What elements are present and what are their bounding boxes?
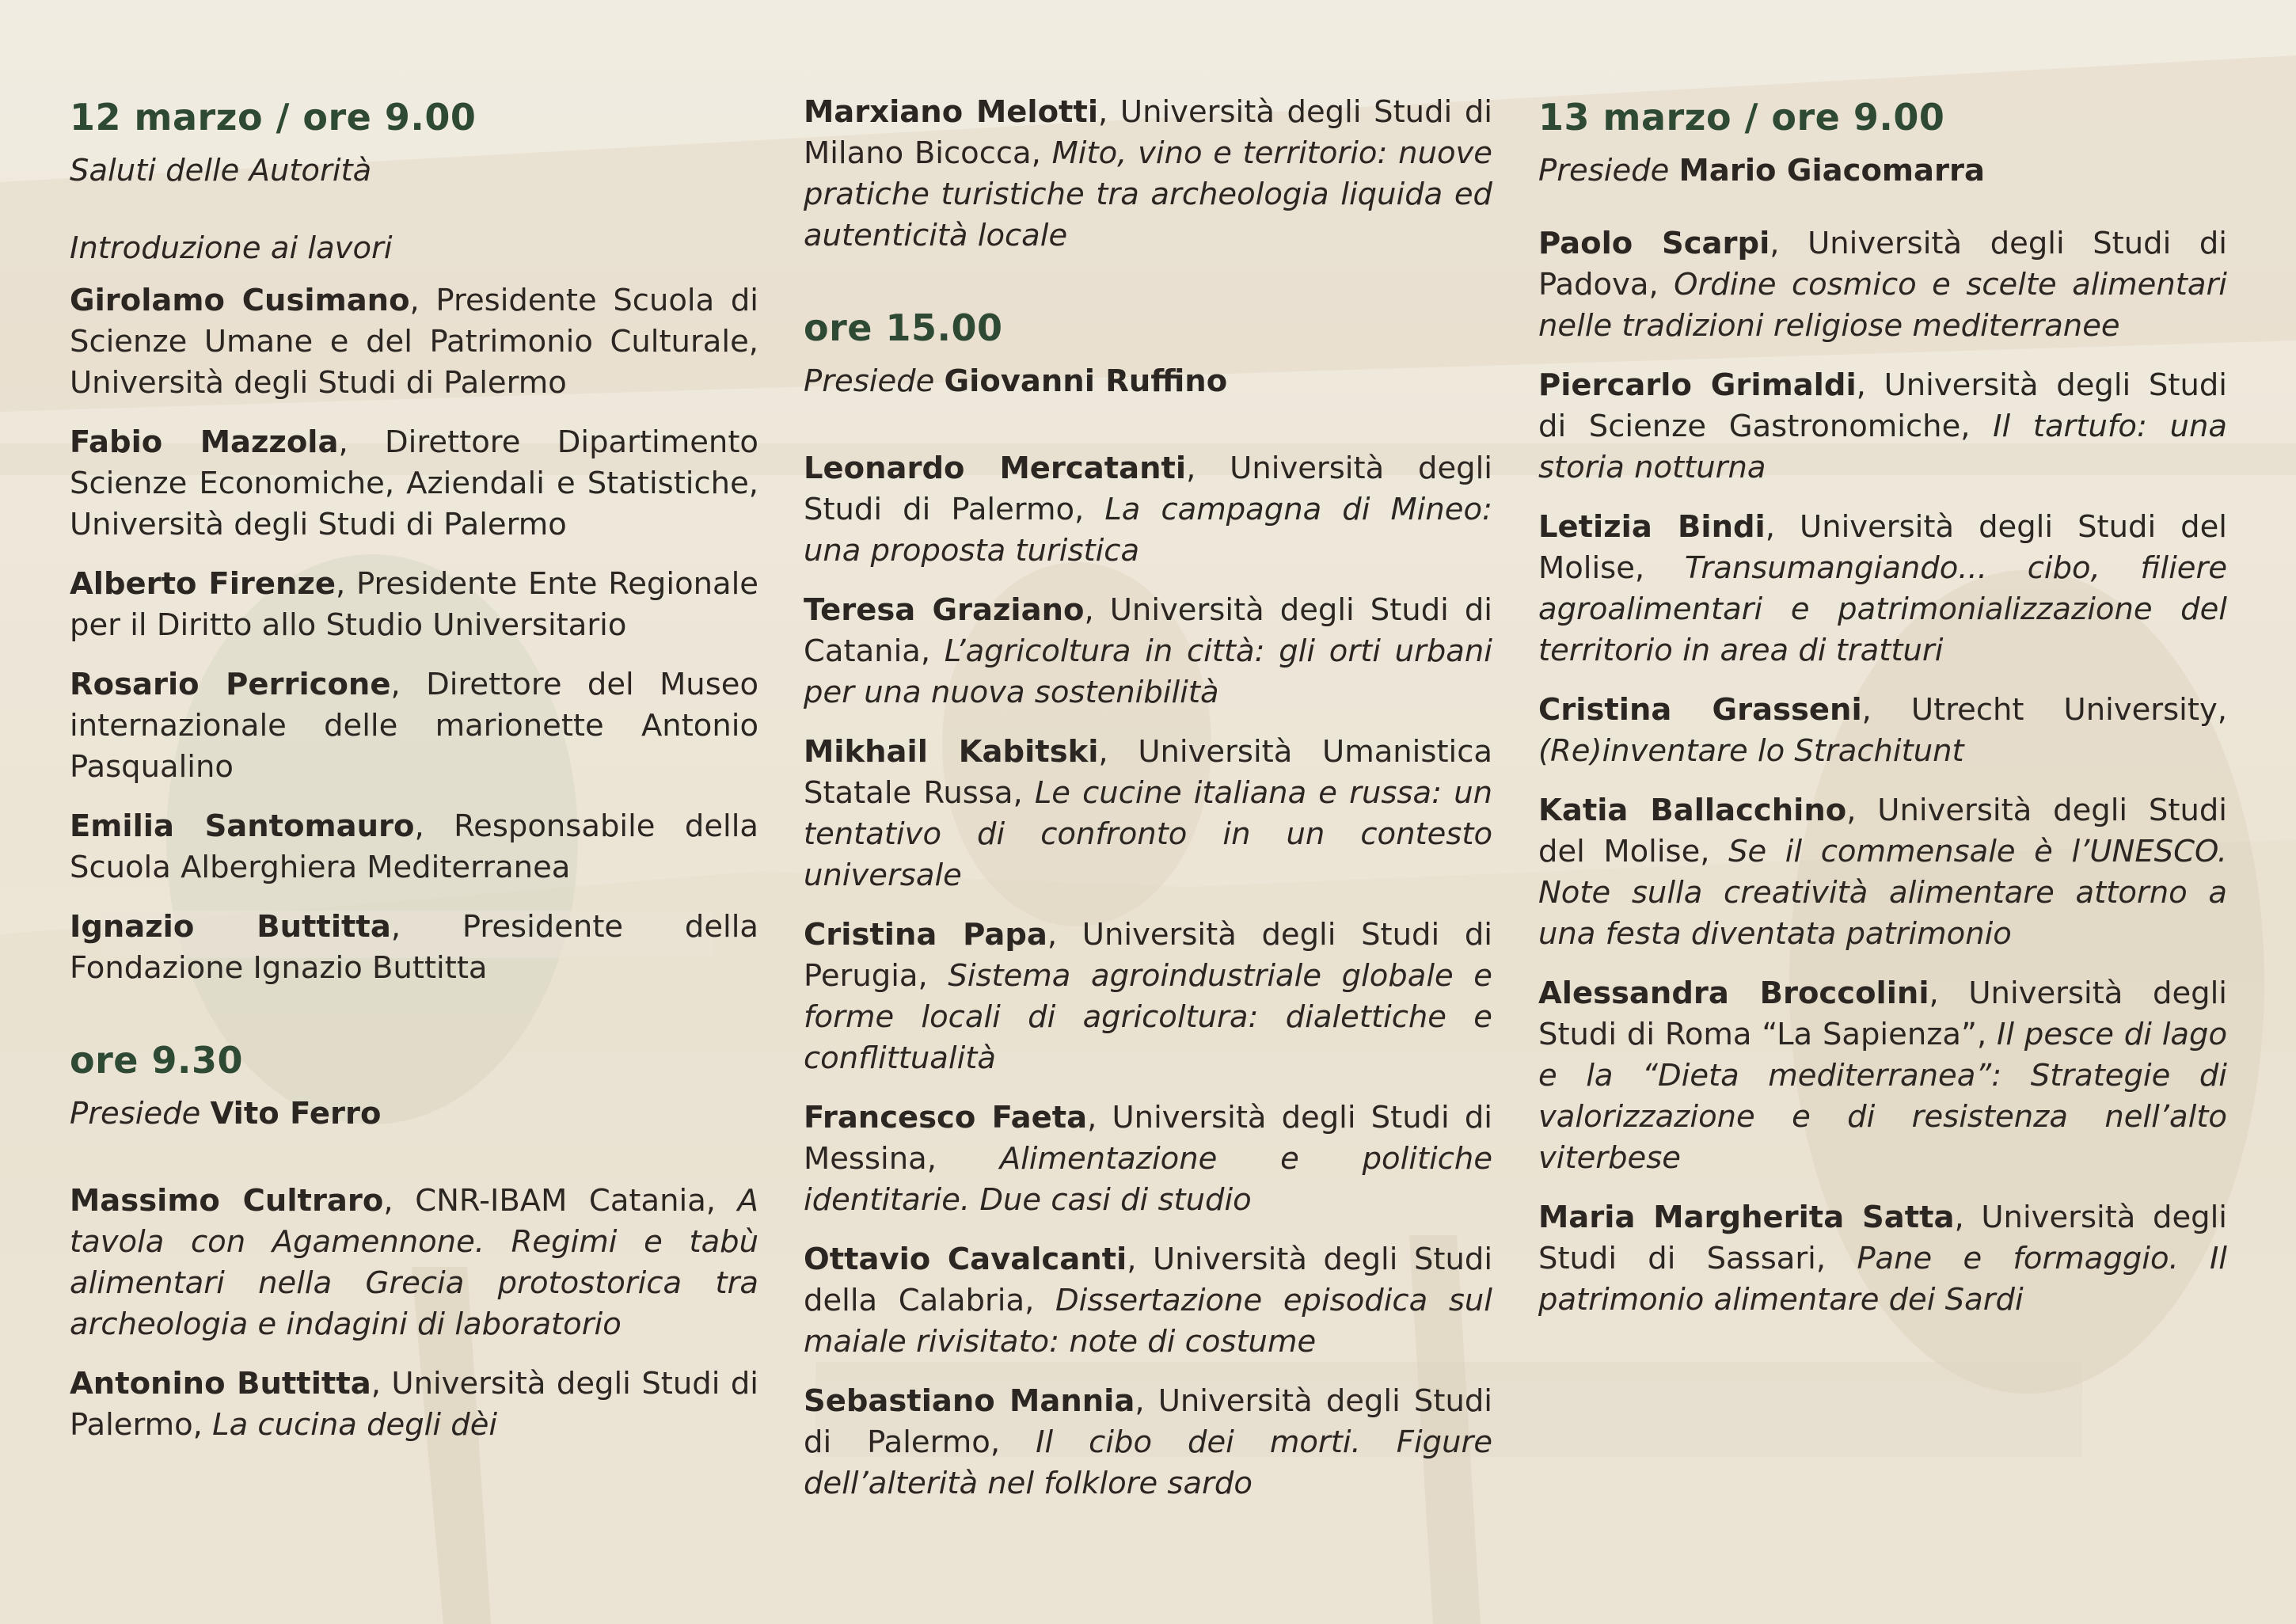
- speaker-name: Girolamo Cusimano: [70, 283, 410, 318]
- talk-title: A tavola con Agamennone. Regimi e tabù alimentari nella Grecia protostorica tra archeologia e indagini di laboratorio: [70, 1183, 758, 1342]
- speaker-entry: [70, 422, 758, 546]
- talk-entry: [804, 448, 1492, 572]
- talk-title: Sistema agroindustriale globale e forme locali di agricoltura: dialettiche e conflittualità: [804, 958, 1492, 1076]
- program-column-2: [804, 92, 1492, 1523]
- intro-note: Introduzione ai lavori: [70, 230, 393, 266]
- talk-title: Alimentazione e politiche identitarie. Due casi di studio: [804, 1141, 1493, 1218]
- talk-entry: [804, 1097, 1492, 1221]
- talk-title: Transumangiando... cibo, filiere agroalimentari e patrimonializzazione del territorio in area di tratturi: [1538, 550, 2228, 668]
- speaker-name: Mikhail Kabitski: [804, 734, 1099, 770]
- speaker-affiliation: , Direttore del Museo internazionale delle marionette Antonio Pasqualino: [70, 667, 758, 785]
- talk-entry: [1538, 973, 2227, 1179]
- speaker-affiliation: , Università degli Studi della Calabria,: [804, 1242, 1493, 1318]
- talk-title: Il tartufo: una storia notturna: [1538, 409, 2228, 485]
- speaker-entry: [70, 564, 758, 646]
- speaker-affiliation: , Università degli Studi di Palermo,: [804, 1383, 1492, 1460]
- greeting-note: Saluti delle Autorità: [70, 153, 372, 188]
- speaker-name: Katia Ballacchino: [1538, 793, 1847, 828]
- chair-line: [70, 1093, 758, 1135]
- talk-entry: [70, 1181, 758, 1345]
- speaker-entry: [70, 806, 758, 888]
- speaker-affiliation: , Direttore Dipartimento Scienze Economiche, Aziendali e Statistiche, Università degli Studi di Palermo: [70, 424, 758, 542]
- speaker-name: Piercarlo Grimaldi: [1538, 367, 1857, 403]
- program-column-1: [70, 87, 758, 1464]
- speaker-name: Letizia Bindi: [1538, 509, 1766, 545]
- session-heading: ore 9.30: [70, 1039, 243, 1082]
- chair-label: Presiede: [1538, 153, 1679, 188]
- speaker-name: Cristina Papa: [804, 917, 1047, 953]
- speaker-name: Leonardo Mercatanti: [804, 451, 1187, 486]
- talk-entry: [804, 92, 1492, 257]
- speaker-affiliation: , Università degli Studi di Perugia,: [804, 917, 1492, 994]
- speaker-name: Alberto Firenze: [70, 566, 336, 602]
- talk-title: L’agricoltura in città: gli orti urbani per una nuova sostenibilità: [804, 633, 1492, 710]
- speaker-name: Ignazio Buttitta: [70, 909, 391, 945]
- talk-entry: [1538, 690, 2227, 772]
- speaker-affiliation: , Università degli Studi del Molise,: [1538, 509, 2227, 586]
- speaker-affiliation: , Presidente della Fondazione Ignazio Buttitta: [70, 909, 758, 986]
- chair-name: Vito Ferro: [210, 1096, 382, 1131]
- speaker-affiliation: , Presidente Ente Regionale per il Diritto allo Studio Universitario: [70, 566, 758, 643]
- session-heading: ore 15.00: [804, 306, 1003, 349]
- speaker-affiliation: , Università degli Studi del Molise,: [1538, 793, 2227, 869]
- speaker-name: Francesco Faeta: [804, 1100, 1088, 1135]
- speaker-name: Fabio Mazzola: [70, 424, 339, 460]
- speaker-affiliation: , Università degli Studi di Milano Bicocca,: [804, 94, 1492, 171]
- talk-entry: [804, 732, 1492, 896]
- talk-entry: [1538, 1197, 2227, 1321]
- speaker-entry: [70, 907, 758, 989]
- talk-title: Il cibo dei morti. Figure dell’alterità nel folklore sardo: [804, 1424, 1493, 1501]
- talk-title: Le cucine italiana e russa: un tentativo di confronto in un contesto universale: [804, 775, 1492, 893]
- talk-entry: [70, 1363, 758, 1446]
- talk-title: Ordine cosmico e scelte alimentari nelle tradizioni religiose mediterranee: [1538, 267, 2227, 344]
- speaker-affiliation: , Università Umanistica Statale Russa,: [804, 734, 1492, 811]
- speaker-name: Paolo Scarpi: [1538, 226, 1770, 261]
- speaker-affiliation: , Utrecht University,: [1861, 692, 2227, 728]
- talk-title: Mito, vino e territorio: nuove pratiche turistiche tra archeologia liquida ed autenticità locale: [804, 135, 1492, 253]
- speaker-affiliation: , Università degli Studi di Roma “La Sapienza”,: [1538, 976, 2227, 1052]
- talk-entry: [1538, 790, 2227, 955]
- speaker-name: Sebastiano Mannia: [804, 1383, 1135, 1419]
- speaker-name: Marxiano Melotti: [804, 94, 1099, 130]
- talk-entry: [1538, 365, 2227, 489]
- talk-entry: [804, 1381, 1492, 1504]
- speaker-name: Antonino Buttitta: [70, 1366, 371, 1402]
- talk-entry: [804, 1239, 1492, 1363]
- talk-title: Pane e formaggio. Il patrimonio alimentare dei Sardi: [1538, 1241, 2227, 1318]
- chair-label: Presiede: [70, 1096, 211, 1131]
- chair-name: Giovanni Ruffino: [944, 363, 1228, 399]
- speaker-name: Teresa Graziano: [804, 592, 1085, 628]
- program-column-3: [1538, 87, 2227, 1339]
- speaker-name: Maria Margherita Satta: [1538, 1200, 1955, 1235]
- speaker-affiliation: , CNR-IBAM Catania,: [383, 1183, 738, 1219]
- chair-line: [804, 361, 1492, 402]
- speaker-affiliation: , Università degli Studi di Palermo,: [70, 1366, 758, 1443]
- session-heading: 13 marzo / ore 9.00: [1538, 96, 1945, 139]
- speaker-entry: [70, 280, 758, 404]
- speaker-name: Emilia Santomauro: [70, 808, 415, 844]
- session-heading: 12 marzo / ore 9.00: [70, 96, 477, 139]
- chair-name: Mario Giacomarra: [1678, 153, 1985, 188]
- talk-title: (Re)inventare lo Strachitunt: [1538, 733, 1964, 769]
- speaker-affiliation: , Presidente Scuola di Scienze Umane e del Patrimonio Culturale, Università degli Studi di Palermo: [70, 283, 758, 401]
- speaker-name: Rosario Perricone: [70, 667, 391, 702]
- speaker-name: Alessandra Broccolini: [1538, 976, 1929, 1011]
- talk-title: Il pesce di lago e la “Dieta mediterranea”: Strategie di valorizzazione e di resistenza nell’alto viterbese: [1538, 1017, 2227, 1176]
- speaker-affiliation: , Università degli Studi di Catania,: [804, 592, 1493, 669]
- chair-line: [1538, 150, 2227, 192]
- speaker-name: Ottavio Cavalcanti: [804, 1242, 1127, 1277]
- talk-title: La campagna di Mineo: una proposta turistica: [804, 492, 1492, 569]
- talk-entry: [1538, 507, 2227, 671]
- speaker-affiliation: , Università degli Studi di Scienze Gastronomiche,: [1538, 367, 2227, 444]
- speaker-affiliation: , Università degli Studi di Padova,: [1538, 226, 2228, 302]
- talk-title: Se il commensale è l’UNESCO. Note sulla creatività alimentare attorno a una festa diventata patrimonio: [1538, 834, 2227, 952]
- speaker-affiliation: , Responsabile della Scuola Alberghiera Mediterranea: [70, 808, 758, 885]
- talk-entry: [1538, 223, 2227, 347]
- talk-title: Dissertazione episodica sul maiale rivisitato: note di costume: [804, 1283, 1492, 1360]
- speaker-name: Massimo Cultraro: [70, 1183, 384, 1219]
- speaker-affiliation: , Università degli Studi di Sassari,: [1538, 1200, 2227, 1276]
- speaker-name: Cristina Grasseni: [1538, 692, 1862, 728]
- talk-entry: [804, 915, 1492, 1079]
- speaker-affiliation: , Università degli Studi di Palermo,: [804, 451, 1492, 527]
- speaker-entry: [70, 664, 758, 788]
- talk-title: La cucina degli dèi: [212, 1407, 498, 1443]
- talk-entry: [804, 590, 1492, 713]
- chair-label: Presiede: [804, 363, 945, 399]
- speaker-affiliation: , Università degli Studi di Messina,: [804, 1100, 1492, 1177]
